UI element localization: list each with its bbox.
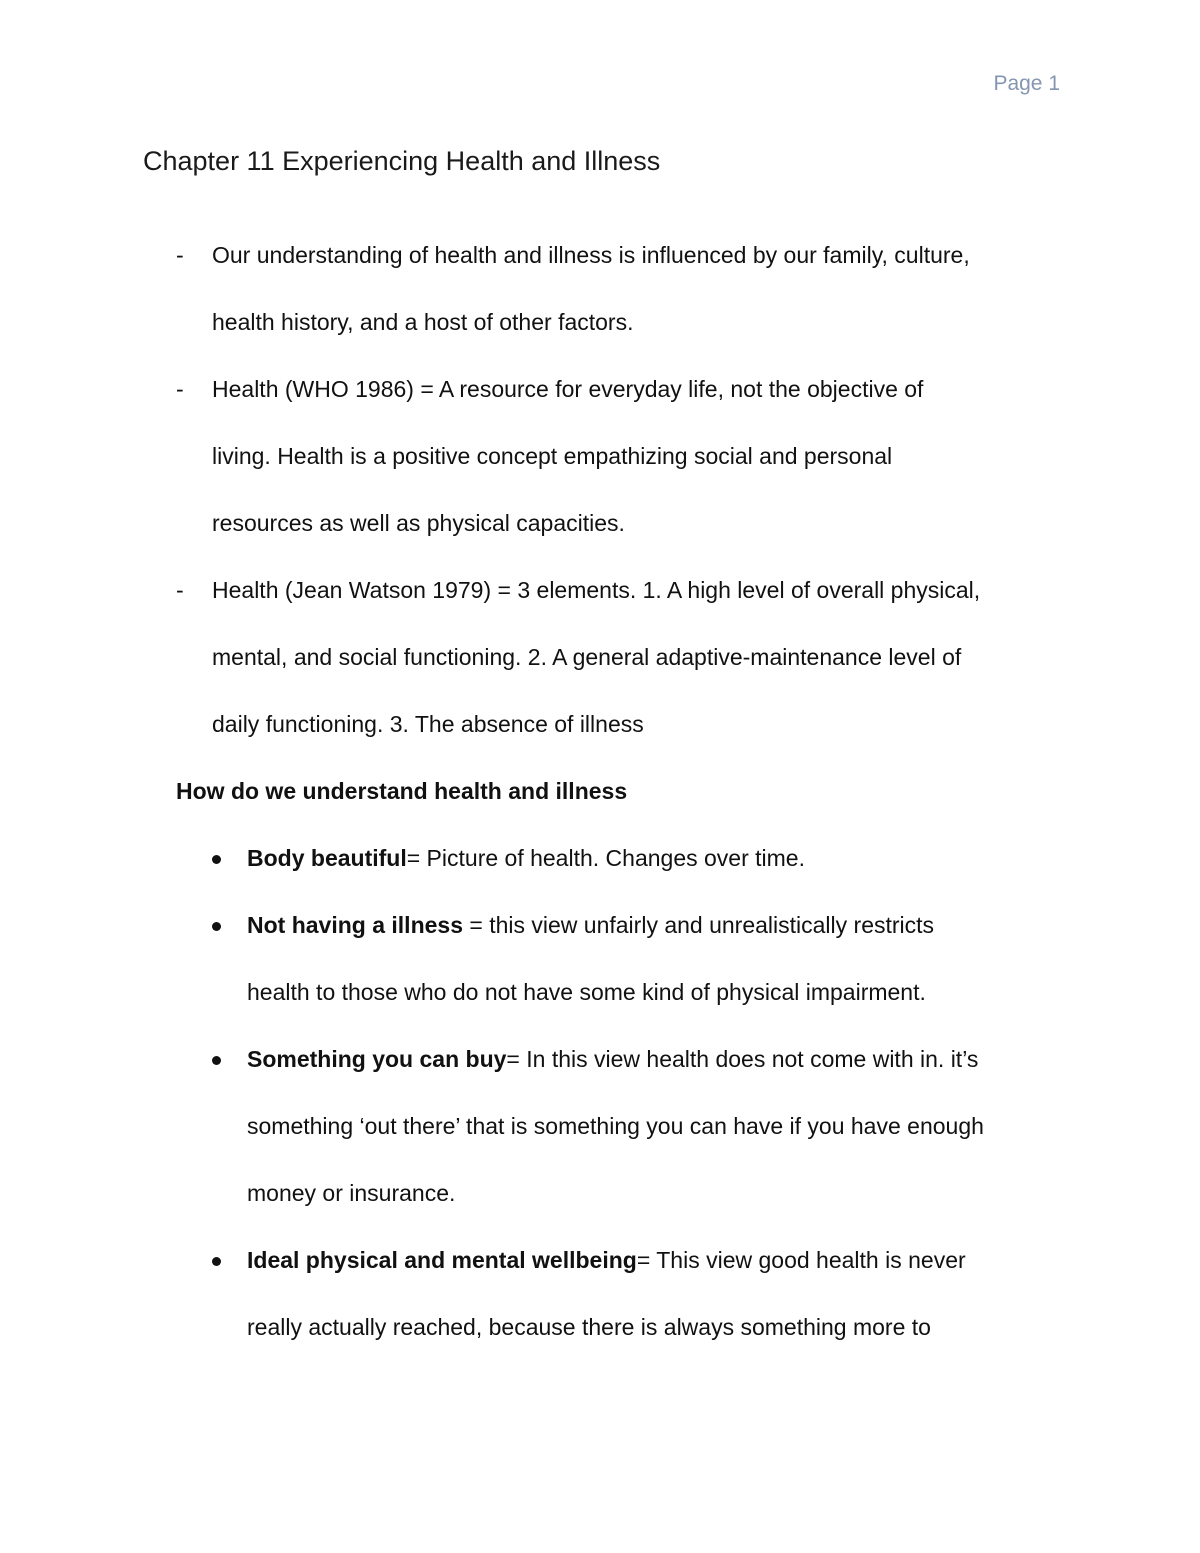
bullet-item-2-line-2: health to those who do not have some kind of physical impairment. — [247, 979, 926, 1005]
bullet-item-3-line-2: something ‘out there’ that is something you can have if you have enough — [247, 1113, 984, 1139]
dash-item-1-line-1: Our understanding of health and illness is influenced by our family, culture, — [212, 242, 970, 268]
dash-marker: - — [176, 376, 184, 402]
bullet-item-4-line-2: really actually reached, because there is always something more to — [247, 1314, 931, 1340]
dash-item-3-line-3: daily functioning. 3. The absence of illness — [212, 711, 644, 737]
bullet-dot-icon — [212, 855, 221, 864]
dash-marker: - — [176, 242, 184, 268]
bullet-description: = this view unfairly and unrealistically restricts — [463, 912, 935, 938]
page-number: Page 1 — [993, 72, 1060, 95]
dash-item-2-line-2: living. Health is a positive concept empathizing social and personal — [212, 443, 893, 469]
bullet-term: Not having a illness — [247, 912, 463, 938]
document-title: Chapter 11 Experiencing Health and Illness — [143, 146, 661, 176]
bullet-term: Body beautiful — [247, 845, 407, 871]
bullet-item-2-line-1 — [247, 892, 934, 959]
bullet-item-1-line-1 — [247, 825, 805, 892]
dash-item-2-line-1: Health (WHO 1986) = A resource for everyday life, not the objective of — [212, 376, 924, 402]
bullet-dot-icon — [212, 1257, 221, 1266]
dash-item-1-line-2: health history, and a host of other factors. — [212, 309, 634, 335]
bullet-dot-icon — [212, 922, 221, 931]
dash-marker: - — [176, 577, 184, 603]
bullet-term: Ideal physical and mental wellbeing — [247, 1247, 637, 1273]
dash-item-2-line-3: resources as well as physical capacities. — [212, 510, 625, 536]
bullet-description: = This view good health is never — [636, 1247, 966, 1273]
section-heading: How do we understand health and illness — [176, 778, 628, 804]
dash-item-3-line-2: mental, and social functioning. 2. A general adaptive-maintenance level of — [212, 644, 962, 670]
bullet-description: = Picture of health. Changes over time. — [406, 845, 805, 871]
bullet-item-3-line-3: money or insurance. — [247, 1180, 456, 1206]
bullet-item-4-line-1 — [247, 1227, 966, 1294]
bullet-description: = In this view health does not come with in. it’s — [506, 1046, 979, 1072]
bullet-term: Something you can buy — [247, 1046, 507, 1072]
bullet-item-3-line-1 — [247, 1026, 978, 1093]
bullet-dot-icon — [212, 1056, 221, 1065]
dash-item-3-line-1: Health (Jean Watson 1979) = 3 elements. 1. A high level of overall physical, — [212, 577, 981, 603]
